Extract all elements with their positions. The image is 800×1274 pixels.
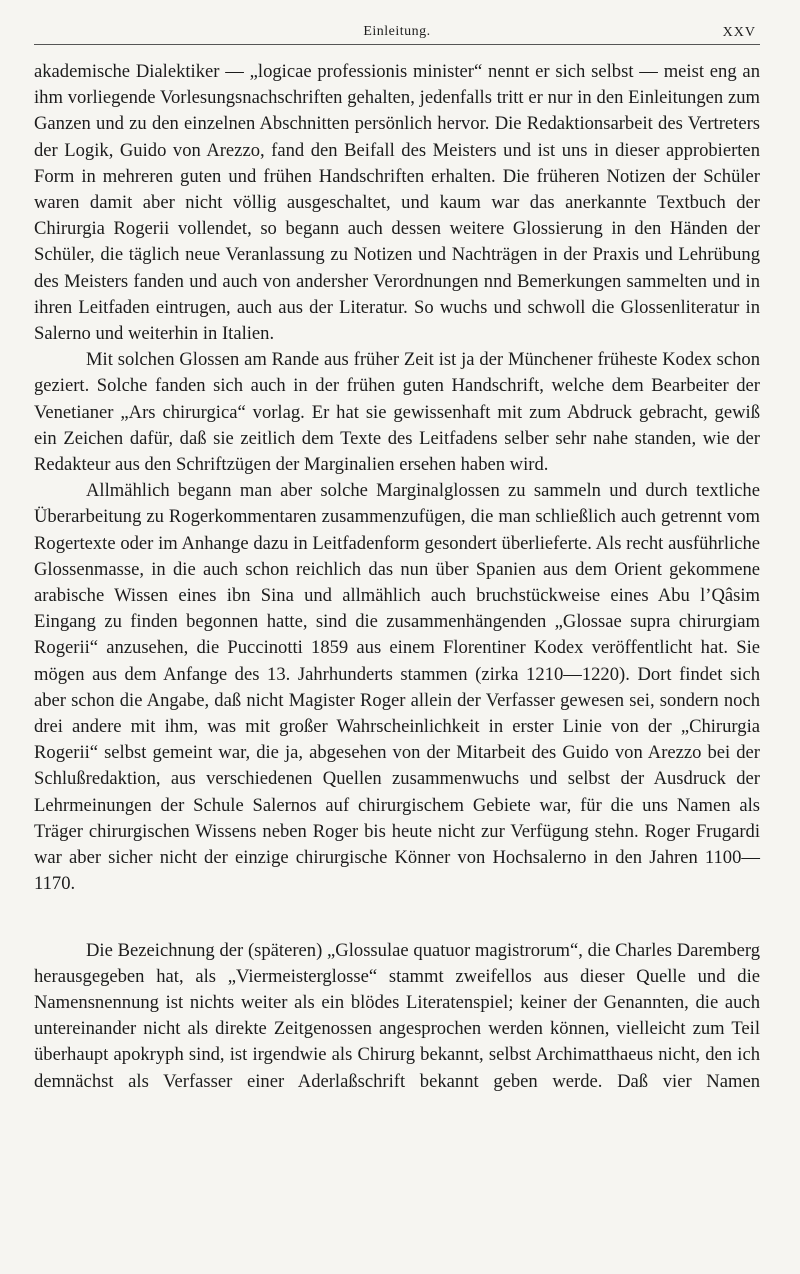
body-text [34, 59, 760, 1095]
paragraph-1: akademische Dialektiker — „logicae professionis minister“ nennt er sich selbst — meist eng an ihm vorliegende Vorlesungsnachschriften gehalten, jedenfalls tritt er nur in den Einleitungen zum Ganzen und zu den einzelnen Abschnitten persönlich hervor. Die Redaktionsarbeit des Vertreters der Logik, Guido von Arezzo, fand den Beifall des Meisters und ist uns in dieser approbierten Form in mehreren guten und frühen Handschriften erhalten. Die früheren Notizen der Schüler waren damit aber nicht völlig ausgeschaltet, und kaum war das anerkannte Textbuch der Chirurgia Rogerii vollendet, so begann auch dessen weitere Glossierung in den Händen der Schüler, die täglich neue Veranlassung zu Notizen und Nachträgen in der Praxis und Lehrübung des Meisters fanden und auch von andersher Verordnungen nnd Bemerkungen sammelten und in ihren Leitfaden eintrugen, auch aus der Literatur. So wuchs und schwoll die Glossenliteratur in Salerno und weiterhin in Italien. [34, 61, 760, 345]
section-gap [34, 898, 760, 938]
paragraph-4: Die Bezeichnung der (späteren) „Glossulae quatuor magistrorum“, die Charles Daremberg herausgegeben hat, als „Viermeisterglosse“ stammt zweifellos aus dieser Quelle und die Namensnennung ist nichts weiter als ein blödes Literatenspiel; keiner der Genannten, die auch untereinander nicht als direkte Zeitgenossen angesprochen werden können, vielleicht zum Teil überhaupt apokryph sind, ist irgendwie als Chirurg bekannt, selbst Archimatthaeus nicht, den ich demnächst als Verfasser einer Aderlaßschrift bekannt geben werde. Daß vier Namen [34, 939, 760, 1092]
paragraph-2: Mit solchen Glossen am Rande aus früher Zeit ist ja der Münchener früheste Kodex schon geziert. Solche fanden sich auch in der frühen guten Handschrift, welche dem Bearbeiter der Venetianer „Ars chirurgica“ vorlag. Er hat sie gewissenhaft mit zum Abdruck gebracht, gewiß ein Zeichen dafür, daß sie zeitlich dem Texte des Leitfadens selber sehr nahe standen, wie der Redakteur aus den Schriftzügen der Marginalien ersehen haben wird. [34, 349, 760, 476]
page-number: XXV [722, 25, 756, 40]
paragraph-3: Allmählich begann man aber solche Marginalglossen zu sammeln und durch textliche Überarbeitung zu Rogerkommentaren zusammenzufügen, die man schließlich auch getrennt vom Rogertexte oder im Anhange dazu in Leitfadenform gesondert überlieferte. Als recht ausführliche Glossenmasse, in die auch schon reichlich das nun über Spanien aus dem Orient gekommene arabische Wissen eines ibn Sina und allmählich auch bruchstückweise eines Abu l’Qâsim Eingang zu finden begonnen hatte, sind die zusammenhängenden „Glossae supra chirurgiam Rogerii“ anzusehen, die Puccinotti 1859 aus einem Florentiner Kodex veröffentlicht hat. Sie mögen aus dem Anfange des 13. Jahrhunderts stammen (zirka 1210—1220). Dort findet sich aber schon die Angabe, daß nicht Magister Roger allein der Verfasser gewesen sei, sondern noch drei andere mit ihm, was mit großer Wahrscheinlichkeit in erster Linie von der „Chirurgia Rogerii“ selbst gemeint war, die ja, abgesehen von der Mitarbeit des Guido von Arezzo bei der Schlußredaktion, aus verschiedenen Quellen zusammenwuchs und selbst der Ausdruck der Lehrmeinungen der Schule Salernos auf chirurgischem Gebiete war, für die uns Namen als Träger chirurgischen Wissens neben Roger bis heute nicht zur Verfügung stehn. Roger Frugardi war aber sicher nicht der einzige chirurgische Könner von Hochsalerno in den Jahren 1100—1170. [34, 480, 760, 895]
running-title: Einleitung. [363, 24, 431, 39]
running-header [34, 18, 760, 45]
